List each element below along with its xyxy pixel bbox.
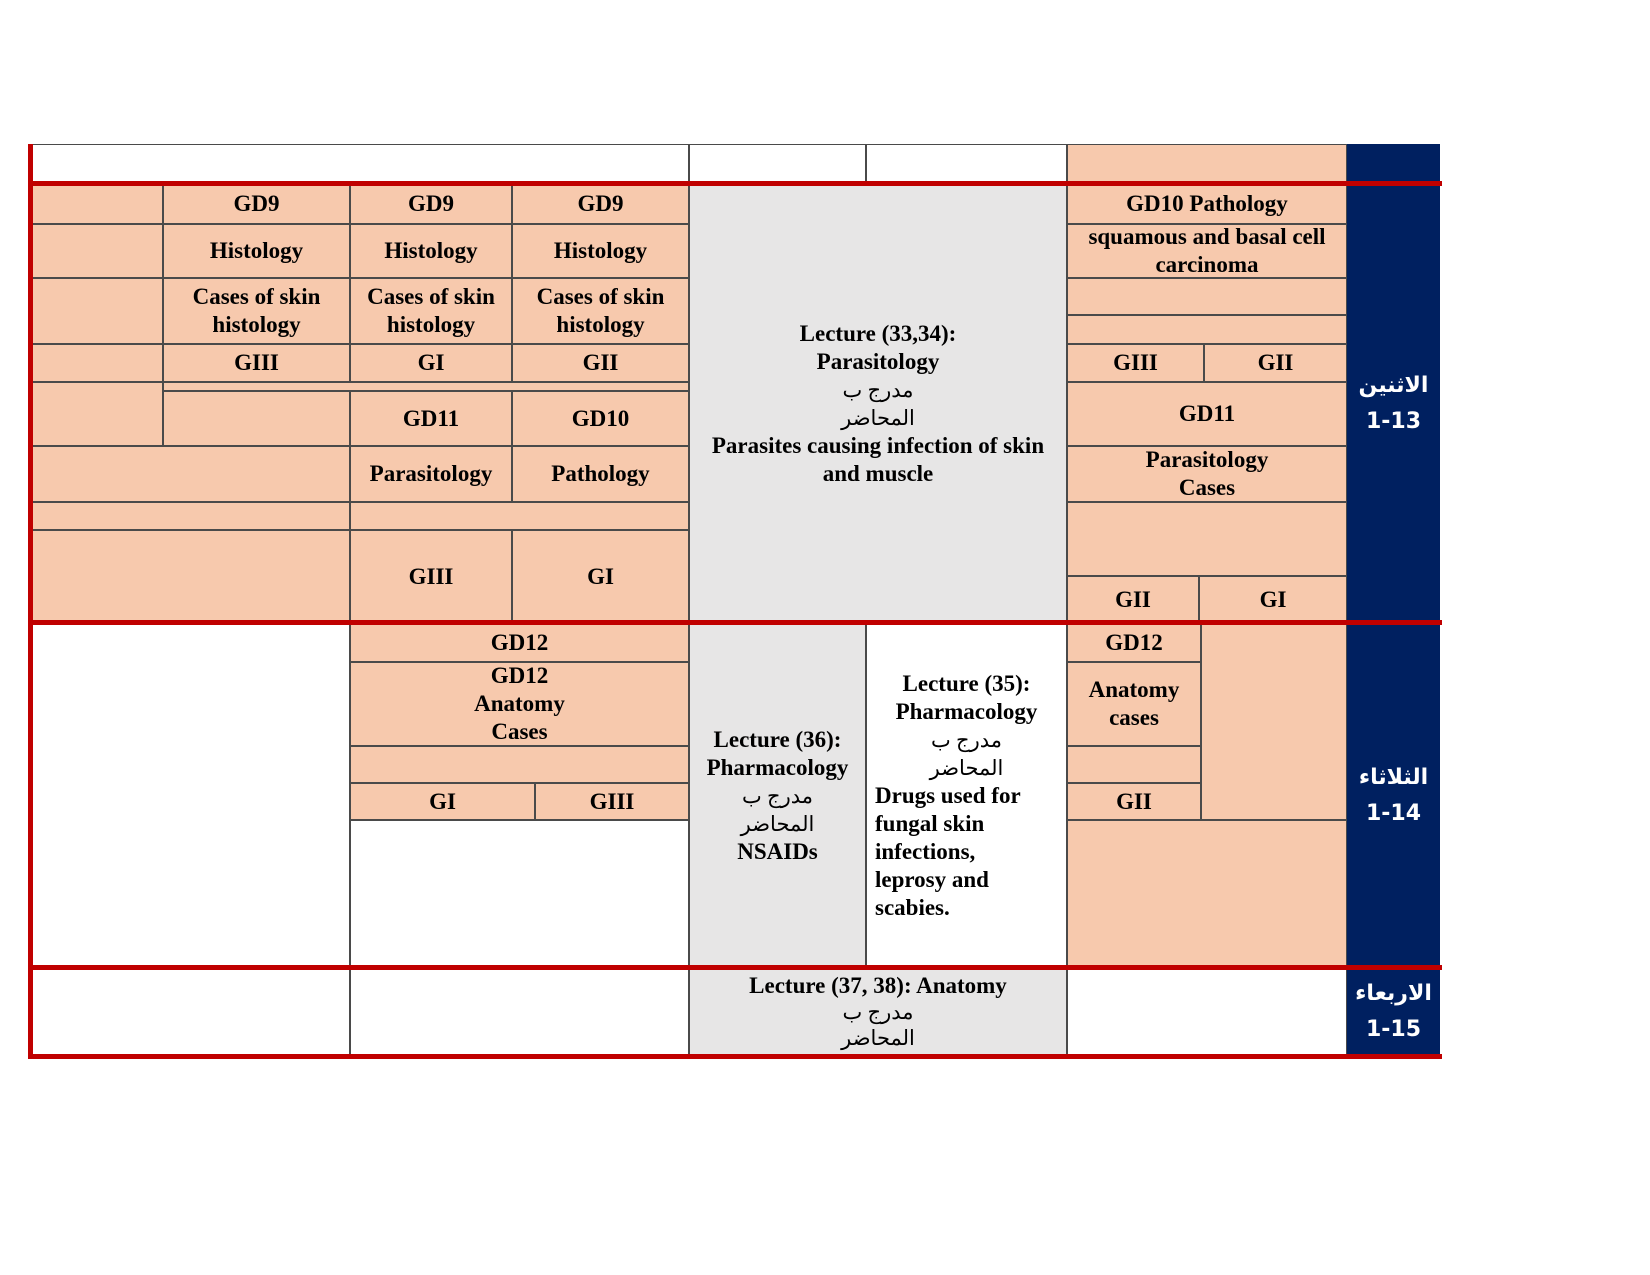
empty-cell bbox=[30, 382, 163, 446]
subject-label: Pathology bbox=[512, 446, 689, 502]
empty-cell bbox=[1067, 278, 1347, 315]
group-label: GD12 bbox=[350, 623, 689, 662]
lecture-topic: Parasites causing infection of skin and muscle bbox=[711, 432, 1045, 486]
day-name: الثلاثاء bbox=[1358, 764, 1429, 790]
lecture-title: Lecture (33,34): bbox=[799, 320, 957, 346]
empty-cell bbox=[1067, 315, 1347, 344]
lecture-topic: Drugs used for fungal skin infections, leprosy and scabies. bbox=[875, 782, 1021, 920]
lecture-hall-note: المحاضر bbox=[841, 405, 915, 430]
day-date: 1-13 bbox=[1365, 408, 1422, 434]
lecture-36 bbox=[689, 623, 866, 968]
day-label-monday bbox=[1347, 184, 1440, 623]
group-label: GD9 bbox=[350, 184, 512, 224]
lecture-hall-note: المحاضر bbox=[929, 755, 1004, 780]
lecture-hall-note: المحاضر bbox=[740, 811, 815, 836]
subject-label: Parasitology Cases bbox=[1067, 446, 1347, 502]
group-label: GI bbox=[350, 344, 512, 382]
group-label: GD11 bbox=[1067, 382, 1347, 446]
group-label: GIII bbox=[163, 344, 350, 382]
lecture-hall-note: المحاضر bbox=[841, 1026, 915, 1050]
subject-label: Anatomy cases bbox=[1067, 662, 1201, 746]
topic-label: Cases of skin histology bbox=[163, 278, 350, 344]
group-label: GD10 Pathology bbox=[1067, 184, 1347, 224]
lecture-subject: Parasitology bbox=[816, 348, 940, 374]
group-label: GII bbox=[1067, 576, 1199, 623]
lecture-hall: مدرج ب bbox=[842, 1000, 914, 1024]
group-label: GII bbox=[1067, 783, 1201, 820]
lecture-title: Lecture (35): bbox=[902, 670, 1031, 696]
day-label-tuesday bbox=[1347, 623, 1440, 968]
header-cell-d bbox=[1067, 144, 1347, 184]
topic-label: squamous and basal cell carcinoma bbox=[1067, 224, 1347, 278]
spacer-row bbox=[163, 382, 689, 391]
day-date: 1-14 bbox=[1365, 800, 1422, 826]
day-name: الاربعاء bbox=[1355, 981, 1432, 1006]
group-label: GIII bbox=[535, 783, 689, 820]
empty-cell bbox=[1067, 968, 1347, 1056]
header-cell-b bbox=[689, 144, 866, 184]
day-name: الاثنين bbox=[1358, 372, 1429, 398]
header-cell-a bbox=[30, 144, 689, 184]
group-label: GI bbox=[350, 783, 535, 820]
lecture-hall: مدرج ب bbox=[742, 783, 813, 808]
empty-cell bbox=[30, 278, 163, 344]
lecture-hall: مدرج ب bbox=[931, 727, 1002, 752]
subject-label: Parasitology bbox=[350, 446, 512, 502]
group-label: GD9 bbox=[163, 184, 350, 224]
empty-cell bbox=[1067, 820, 1347, 968]
empty-cell bbox=[30, 623, 350, 968]
lecture-subject: Pharmacology bbox=[895, 698, 1038, 724]
header-cell-day bbox=[1347, 144, 1440, 184]
lecture-35 bbox=[866, 623, 1067, 968]
group-label: GIII bbox=[1067, 344, 1204, 382]
day-date: 1-15 bbox=[1365, 1017, 1422, 1042]
empty-cell bbox=[350, 968, 689, 1056]
day-label-wednesday bbox=[1347, 968, 1440, 1056]
group-label: GD12 bbox=[1067, 623, 1201, 662]
group-label: GI bbox=[512, 530, 689, 623]
group-label: GD10 bbox=[512, 391, 689, 446]
lecture-33-34 bbox=[689, 184, 1067, 623]
empty-cell bbox=[30, 344, 163, 382]
day-divider bbox=[28, 965, 1442, 970]
subject-label: GD12 Anatomy Cases bbox=[350, 662, 689, 746]
group-label: GI bbox=[1199, 576, 1347, 623]
lecture-title: Lecture (37, 38): Anatomy bbox=[749, 973, 1007, 998]
empty-cell bbox=[30, 530, 350, 623]
table-bottom-border bbox=[28, 1054, 1442, 1059]
lecture-hall: مدرج ب bbox=[842, 377, 914, 402]
lecture-subject: Pharmacology bbox=[706, 754, 849, 780]
day-divider bbox=[28, 620, 1442, 625]
group-label: GD11 bbox=[350, 391, 512, 446]
empty-cell bbox=[30, 446, 350, 502]
empty-cell bbox=[30, 502, 350, 530]
lecture-topic: NSAIDs bbox=[737, 838, 818, 864]
empty-cell bbox=[350, 746, 689, 783]
day-divider bbox=[28, 181, 1442, 186]
lecture-37-38 bbox=[689, 968, 1067, 1056]
empty-cell bbox=[1067, 502, 1347, 576]
subject-label: Histology bbox=[163, 224, 350, 278]
empty-cell bbox=[1201, 623, 1347, 820]
subject-label: Histology bbox=[350, 224, 512, 278]
table-left-border bbox=[28, 144, 33, 1059]
empty-cell bbox=[350, 820, 689, 968]
subject-label: Histology bbox=[512, 224, 689, 278]
empty-cell bbox=[1067, 746, 1201, 783]
topic-label: Cases of skin histology bbox=[512, 278, 689, 344]
group-label: GII bbox=[1204, 344, 1347, 382]
group-label: GD9 bbox=[512, 184, 689, 224]
empty-cell bbox=[163, 391, 350, 446]
group-label: GII bbox=[512, 344, 689, 382]
lecture-title: Lecture (36): bbox=[713, 726, 842, 752]
empty-cell bbox=[30, 224, 163, 278]
group-label: GIII bbox=[350, 530, 512, 623]
empty-cell bbox=[30, 968, 350, 1056]
empty-cell bbox=[350, 502, 689, 530]
empty-cell bbox=[30, 184, 163, 224]
header-cell-c bbox=[866, 144, 1067, 184]
topic-label: Cases of skin histology bbox=[350, 278, 512, 344]
